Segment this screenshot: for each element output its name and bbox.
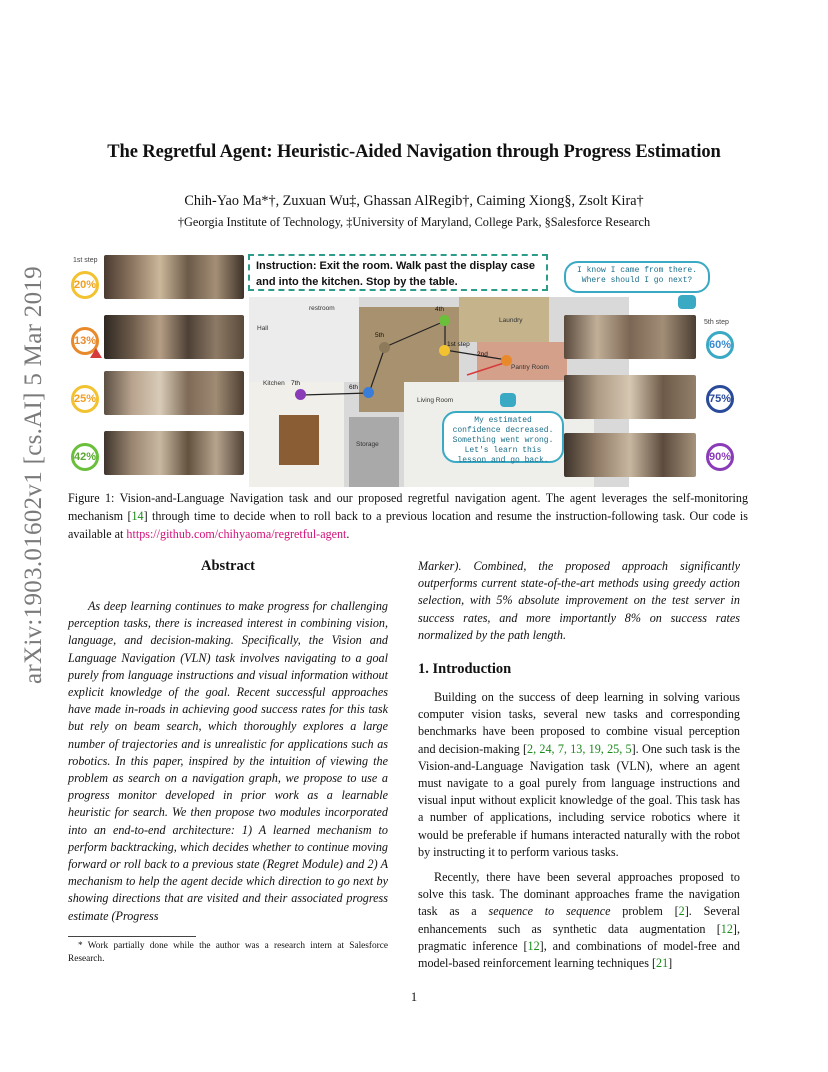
caption-text: Figure 1: Vision-and-Language Navigation task and our proposed regretful navigation agent. The agent leverages the self-monitoring mechanism [ [68, 491, 748, 523]
section-heading-introduction: 1. Introduction [418, 661, 512, 677]
node-step-5 [379, 342, 390, 353]
node-label: 6th [349, 384, 359, 391]
speech-bubble: My estimated confidence decreased. Something went wrong. Let's learn this lesson and go back. [442, 411, 564, 463]
progress-ring: 20% [71, 271, 99, 299]
room-label: Kitchen [263, 380, 285, 387]
room-label: Living Room [417, 397, 454, 404]
citation-link[interactable]: 12 [527, 938, 540, 953]
node-label: 1st step [447, 341, 470, 348]
progress-ring: 90% [706, 443, 734, 471]
arxiv-side-stamp: arXiv:1903.01602v1 [cs.AI] 5 Mar 2019 [20, 266, 47, 684]
robot-icon [500, 393, 516, 407]
left-step-label: 1st step [73, 257, 98, 264]
room-label: Pantry Room [511, 364, 549, 371]
node-label: 4th [435, 306, 445, 313]
abstract-body: As deep learning continues to make progress for challenging perception tasks, there is increased interest in combining vision, language, and decision-making. Specifically, the Vision and Language Navigation (VLN) task involves navigating to a goal purely from language instructions and visual information without explicit knowledge of the goal. Recent successful approaches have made in-roads in achieving good success rates for this task but rely on beam search, which thoroughly explores a large number of trajectories and is unrealistic for applications such as robotics. In this paper, inspired by the intuition of viewing the problem as search on a navigation graph, we propose to use a progress monitor developed in prior work as a learnable heuristic for search. We then propose two modules incorporated into an end-to-end architecture: 1) A learned mechanism to perform backtracking, which decides whether to continue moving forward or roll back to a previous state (Regret Module) and 2) A mechanism to help the agent decide which direction to go next by showing directions that are visited and their associated progress estimate (Progress [68, 599, 388, 923]
paragraph-text: ]. One such task is the Vision-and-Language Navigation task (VLN), where an agent must navigate to a goal purely from language instructions and visual input without explicit knowledge of the goal. This task has a number of applications, including service robotics where it would be preferable if humans interacted naturally with the robot by instructing it to perform various tasks. [418, 741, 740, 859]
author-list: Chih-Yao Ma*†, Zuxuan Wu‡, Ghassan AlRegib†, Caiming Xiong§, Zsolt Kira† [184, 193, 644, 209]
room-label: restroom [309, 305, 335, 312]
abstract-continuation: Marker). Combined, the proposed approach significantly outperforms current state-of-the-art methods using greedy action selection, with 5% absolute improvement on the test server in success rates, and more importantly 8% on success rates normalized by the path length. [418, 559, 740, 642]
panorama-image [104, 371, 244, 415]
progress-ring: 42% [71, 443, 99, 471]
progress-ring: 13% [71, 327, 99, 355]
citation-link[interactable]: 21 [656, 956, 669, 971]
affiliations: †Georgia Institute of Technology, ‡University of Maryland, College Park, §Salesforce Research [177, 215, 651, 229]
paragraph-text: ]. Several enhancements such as synthetic data augmentation [ [418, 904, 740, 936]
figure-1 [68, 253, 748, 483]
node-step-2 [501, 355, 512, 366]
intro-paragraph-1 [418, 689, 740, 861]
instruction-box: Instruction: Exit the room. Walk past the display case and into the kitchen. Stop by the table. [248, 254, 548, 291]
node-label: 2nd [477, 351, 488, 358]
progress-ring: 60% [706, 331, 734, 359]
node-label: 7th [291, 380, 301, 387]
robot-icon [678, 295, 696, 309]
panorama-image [564, 375, 696, 419]
panorama-image [564, 315, 696, 359]
paragraph-text: ] [668, 956, 673, 971]
room-label: Hall [257, 325, 269, 332]
panorama-image [104, 255, 244, 299]
footnote-rule [68, 936, 196, 937]
paragraph-text: problem [ [610, 904, 679, 919]
abstract-heading: Abstract [201, 558, 255, 574]
right-step-label: 5th step [704, 319, 729, 326]
panorama-image [104, 315, 244, 359]
emphasis-text: sequence to sequence [488, 904, 611, 919]
paragraph-text: ], and combinations of model-free and model-based reinforcement learning techniques [ [418, 938, 741, 971]
citation-link[interactable]: 14 [131, 509, 144, 523]
panorama-image [564, 433, 696, 477]
node-step-4 [439, 315, 450, 326]
citation-link[interactable]: 12 [720, 921, 733, 936]
paragraph-text: Building on the success of deep learning in solving various computer vision tasks, several new tasks and corresponding benchmarks have been proposed to combine visual perception and decision-making [ [418, 690, 740, 756]
speech-bubble: I know I came from there. Where should I go next? [564, 261, 710, 293]
figure-caption [68, 489, 748, 543]
room-label: Storage [356, 441, 379, 448]
page-number: 1 [410, 990, 418, 1004]
citation-link[interactable]: 2, 24, 7, 13, 19, 25, 5 [527, 741, 632, 756]
node-step-7 [295, 389, 306, 400]
caption-text: ] through time to decide when to roll back to a previous location and resume the instruction-following task. Our code is available at [68, 509, 748, 541]
caption-text: . [346, 527, 350, 541]
citation-link[interactable]: 2 [678, 904, 685, 919]
node-step-6 [363, 387, 374, 398]
node-label: 5th [375, 332, 385, 339]
paragraph-text: ], pragmatic inference [ [418, 921, 740, 953]
progress-ring: 75% [706, 385, 734, 413]
panorama-image [104, 431, 244, 475]
paper-title: The Regretful Agent: Heuristic-Aided Navigation through Progress Estimation [107, 142, 721, 162]
room-label: Laundry [499, 317, 523, 324]
warning-icon [90, 348, 102, 358]
progress-ring: 25% [71, 385, 99, 413]
paragraph-text: Recently, there have been several approaches proposed to solve this task. The dominant approaches frame the navigation task as a [418, 870, 740, 919]
code-url-link[interactable]: https://github.com/chihyaoma/regretful-agent [126, 527, 347, 541]
footnote: * Work partially done while the author was a research intern at Salesforce Research. [68, 941, 388, 964]
intro-paragraph-2 [418, 869, 740, 972]
